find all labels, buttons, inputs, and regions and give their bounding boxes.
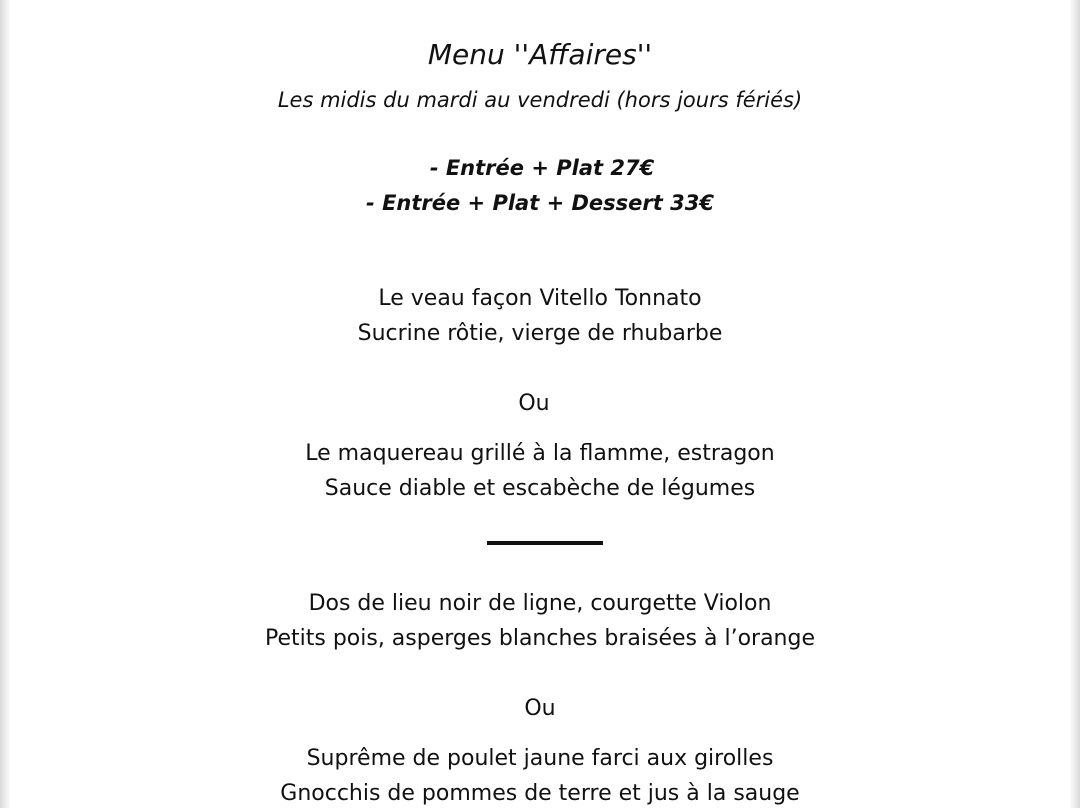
- formula-entree-plat: - Entrée + Plat 27€: [429, 156, 655, 180]
- entree-option-1-name: Le veau façon Vitello Tonnato: [378, 286, 702, 311]
- formula-entree-plat-dessert: - Entrée + Plat + Dessert 33€: [366, 191, 714, 215]
- entree-or-separator: Ou: [518, 391, 550, 416]
- plat-option-2-name: Suprême de poulet jaune farci aux girolles: [306, 746, 774, 771]
- menu-title: Menu ''Affaires'': [427, 38, 653, 71]
- entree-option-2-garnish: Sauce diable et escabèche de légumes: [324, 476, 756, 501]
- plat-option-2-garnish: Gnocchis de pommes de terre et jus à la sauge: [280, 781, 800, 806]
- entree-option-2-name: Le maquereau grillé à la flamme, estragon: [305, 441, 775, 466]
- menu-subtitle: Les midis du mardi au vendredi (hors jours fériés): [277, 88, 803, 112]
- plat-option-1-name: Dos de lieu noir de ligne, courgette Violon: [308, 591, 772, 616]
- plat-or-separator: Ou: [524, 696, 556, 721]
- entree-option-1-garnish: Sucrine rôtie, vierge de rhubarbe: [357, 321, 723, 346]
- course-divider: [487, 541, 603, 545]
- plat-option-1-garnish: Petits pois, asperges blanches braisées à l’orange: [264, 626, 815, 651]
